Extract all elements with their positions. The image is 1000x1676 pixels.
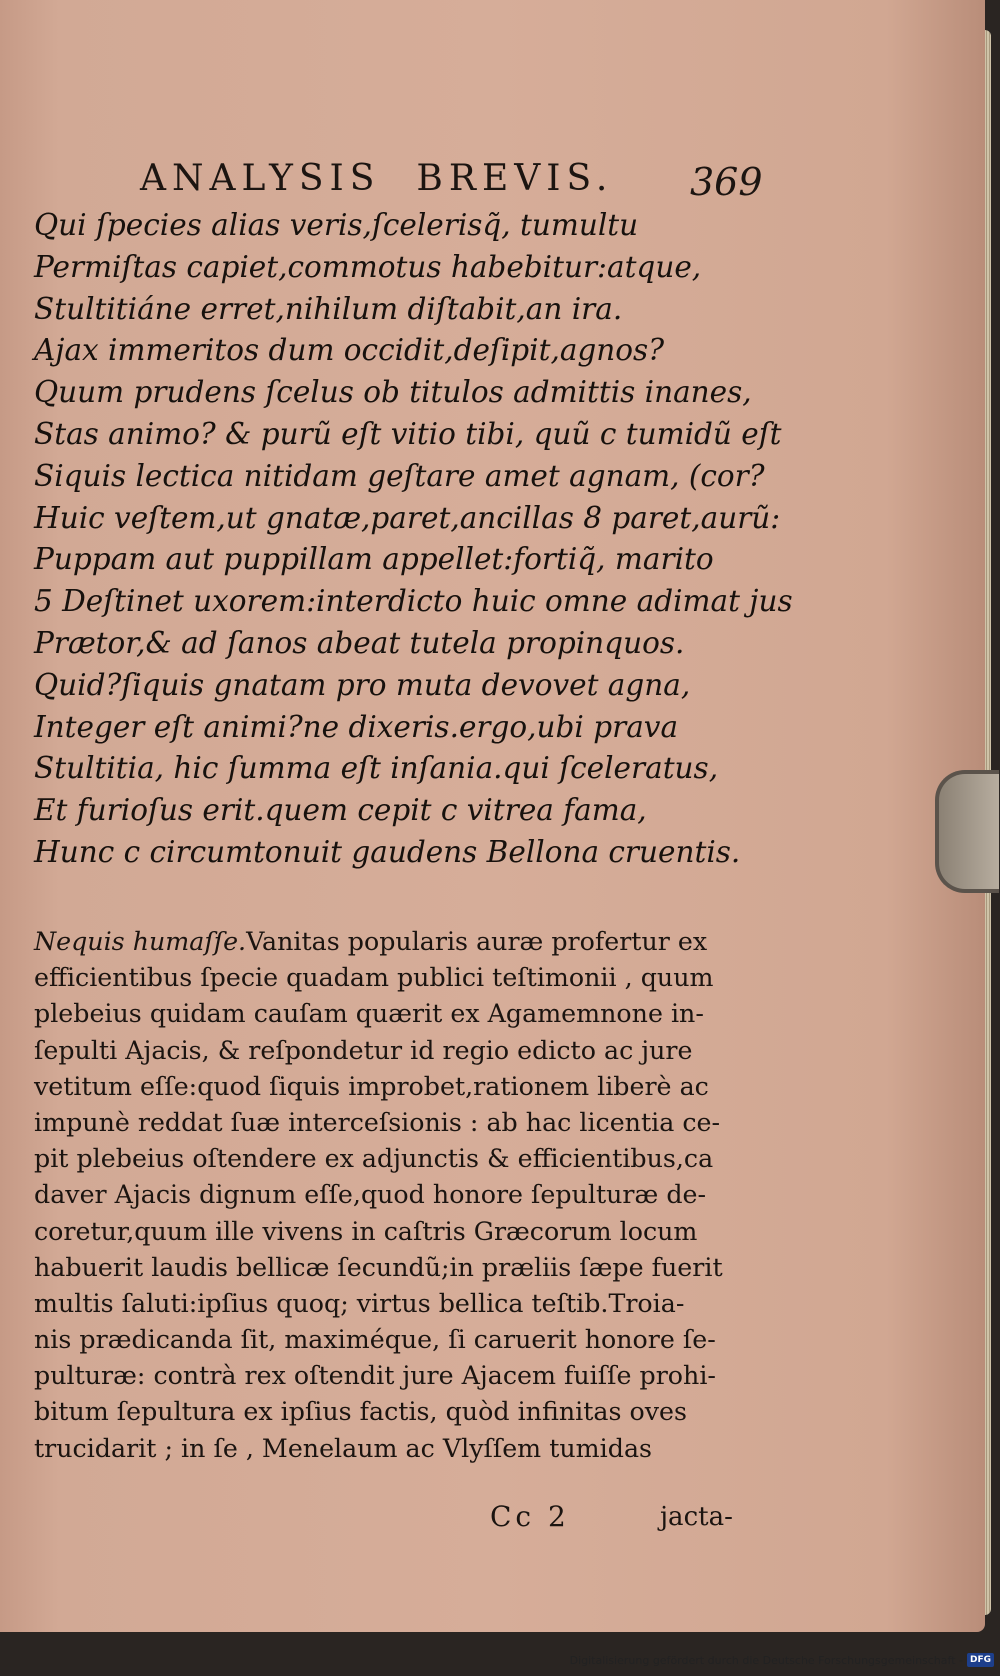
verse-line: Puppam aut puppillam appellet:fortiq̃, marito bbox=[34, 542, 714, 577]
commentary-line: impunè reddat ſuæ interceſsionis : ab hac licentia ce- bbox=[34, 1107, 721, 1137]
commentary-line bbox=[34, 924, 734, 960]
verse-line: 5 Deſtinet uxorem:interdicto huic omne adimat jus bbox=[34, 584, 793, 619]
verse-line: Stas animo? & purũ eſt vitio tibi, quũ c tumidũ eſt bbox=[34, 416, 782, 451]
verse-line: Prætor,& ad ſanos abeat tutela propinquos. bbox=[34, 625, 685, 660]
running-title-word-1: ANALYSIS bbox=[140, 158, 381, 199]
credit-text: Digitalisierung gefördert durch die Deutsche Forschungsgemeinschaft - bbox=[569, 1653, 963, 1667]
commentary-block bbox=[34, 924, 734, 1467]
commentary-line: vetitum eſſe:quod ſiquis improbet,rationem liberè ac bbox=[34, 1071, 709, 1101]
verse-line: Quum prudens ſcelus ob titulos admittis inanes, bbox=[34, 375, 752, 410]
commentary-line: multis ſaluti:ipſius quoq; virtus bellica teſtib.Troia- bbox=[34, 1288, 685, 1318]
running-header bbox=[140, 158, 760, 202]
verse-line: Stultitia, hic ſumma eſt inſania.qui ſceleratus, bbox=[34, 751, 719, 786]
commentary-first-text: Vanitas popularis auræ profertur ex bbox=[246, 927, 708, 956]
verse-line: Hunc c circumtonuit gaudens Bellona cruentis. bbox=[34, 834, 741, 869]
commentary-line: nis prædicanda ſit, maximéque, ſi caruerit honore ſe- bbox=[34, 1325, 716, 1355]
commentary-line: plebeius quidam cauſam quærit ex Agamemnone in- bbox=[34, 999, 704, 1029]
commentary-lemma: Nequis humaſſe. bbox=[34, 927, 247, 956]
commentary-line: pit plebeius oſtendere ex adjunctis & efficientibus,ca bbox=[34, 1144, 714, 1174]
commentary-line: pulturæ: contrà rex oſtendit jure Ajacem fuiſſe prohi- bbox=[34, 1361, 716, 1391]
running-title bbox=[140, 158, 613, 199]
verse-block bbox=[34, 205, 793, 874]
page-number: 369 bbox=[690, 160, 763, 204]
commentary-line: ſepulti Ajacis, & reſpondetur id regio edicto ac jure bbox=[34, 1035, 693, 1065]
verse-line: Qui ſpecies alias veris,ſcelerisq̃, tumultu bbox=[34, 208, 639, 242]
commentary-line: trucidarit ; in ſe , Menelaum ac Vlyſſem tumidas bbox=[34, 1433, 653, 1463]
verse-line: Permiſtas capiet,commotus habebitur:atque, bbox=[34, 249, 702, 284]
commentary-line: bitum ſepultura ex ipſius factis, quòd infinitas oves bbox=[34, 1397, 687, 1427]
verse-line: Quid?ſiquis gnatam pro muta devovet agna, bbox=[34, 667, 691, 702]
verse-line: Et furioſus erit.quem cepit c vitrea fama, bbox=[34, 793, 647, 828]
signature-mark: Cc 2 bbox=[490, 1500, 570, 1533]
verse-line: Ajax immeritos dum occidit,deſipit,agnos? bbox=[34, 333, 665, 368]
commentary-line: efficientibus ſpecie quadam publici teſtimonii , quum bbox=[34, 963, 714, 993]
verse-line: Siquis lectica nitidam geſtare amet agnam, (cor? bbox=[34, 458, 765, 493]
verse-line: Integer eſt animi?ne dixeris.ergo,ubi prava bbox=[34, 709, 679, 744]
commentary-line: daver Ajacis dignum eſſe,quod honore ſepulturæ de- bbox=[34, 1180, 707, 1210]
digitization-credit bbox=[570, 1648, 994, 1672]
commentary-line: coretur,quum ille vivens in caſtris Græcorum locum bbox=[34, 1216, 698, 1246]
commentary-line: habuerit laudis bellicæ ſecundũ;in præliis ſæpe fuerit bbox=[34, 1252, 723, 1282]
page-footer bbox=[490, 1500, 750, 1540]
running-title-word-2: BREVIS. bbox=[416, 158, 614, 199]
dfg-logo-icon: DFG bbox=[967, 1653, 994, 1667]
catchword: jacta- bbox=[660, 1502, 733, 1532]
verse-line: Huic veſtem,ut gnatæ,paret,ancillas 8 paret,aurũ: bbox=[34, 500, 781, 535]
verse-line: Stultitiáne erret,nihilum diſtabit,an ira. bbox=[34, 291, 623, 326]
book-clasp bbox=[935, 770, 999, 893]
